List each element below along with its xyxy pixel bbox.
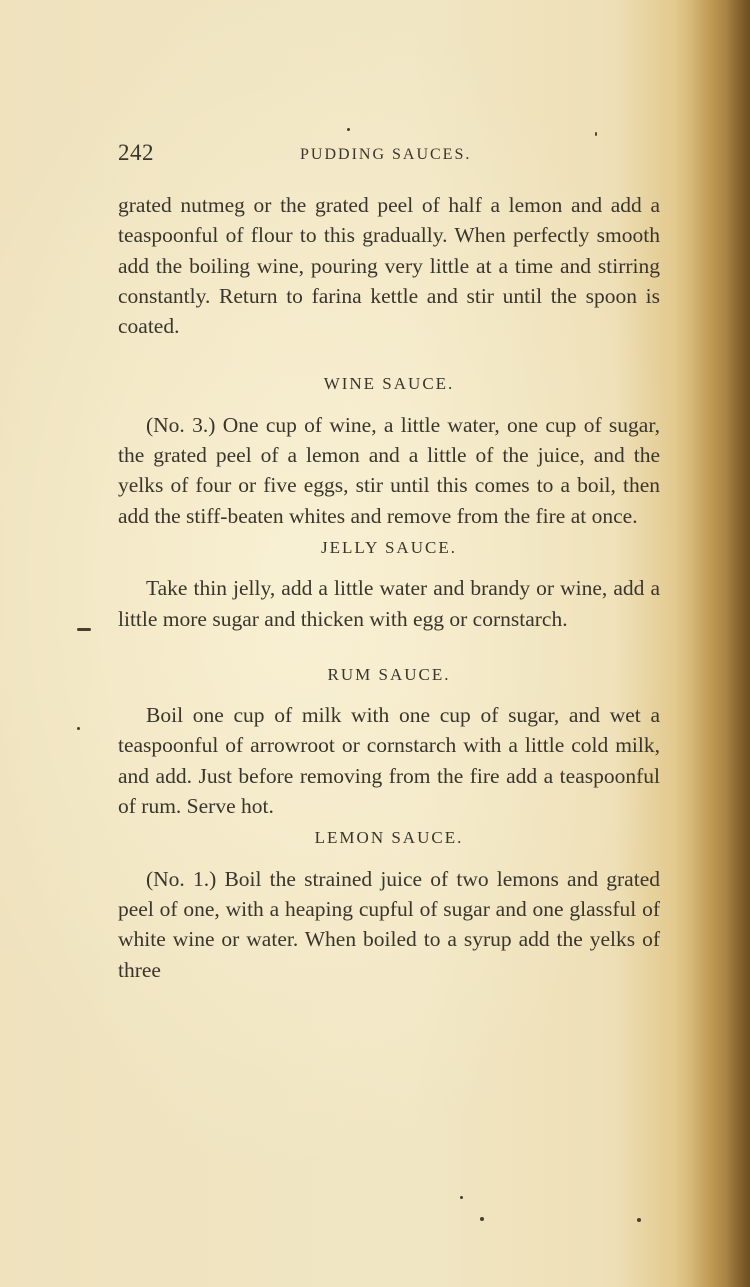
page-body — [118, 190, 660, 985]
rum-sauce-paragraph: Boil one cup of milk with one cup of sugar, and wet a teaspoonful of arrowroot or cornstarch with a little cold milk, and add. Just before removing from the fire add a teaspoonful of rum. Serve hot. — [118, 703, 660, 819]
running-head: PUDDING SAUCES. — [300, 146, 472, 163]
rum-sauce-heading: RUM SAUCE. — [327, 664, 451, 684]
wine-sauce-paragraph: (No. 3.) One cup of wine, a little water, one cup of sugar, the grated peel of a lemon and a little of the juice, and the yelks of four or five eggs, stir until this comes to a boil, then add the stiff-beaten whites and remove from the fire at once. — [118, 412, 660, 528]
lemon-sauce-paragraph: (No. 1.) Boil the strained juice of two lemons and grated peel of one, with a heaping cupful of sugar and one glassful of white wine or water. When boiled to a syrup add the yelks of three — [118, 866, 660, 982]
page-edge-shadow — [690, 0, 750, 1287]
ink-speck — [460, 1196, 463, 1199]
continuation-paragraph: grated nutmeg or the grated peel of half a lemon and add a teaspoonful of flour to this gradually. When perfectly smooth add the boiling wine, pouring very little at a time and stirring constantly. Return to farina kettle and stir until the spoon is coated. — [118, 193, 660, 339]
ink-speck — [637, 1218, 641, 1222]
jelly-sauce-paragraph: Take thin jelly, add a little water and brandy or wine, add a little more sugar and thicken with egg or cornstarch. — [118, 576, 660, 631]
page-number: 242 — [118, 140, 154, 165]
ink-speck — [347, 128, 350, 131]
lemon-sauce-heading: LEMON SAUCE. — [314, 828, 464, 848]
ink-speck — [595, 132, 597, 136]
wine-sauce-heading: WINE SAUCE. — [323, 374, 455, 394]
ink-speck — [77, 628, 91, 631]
jelly-sauce-heading: JELLY SAUCE. — [321, 537, 457, 557]
ink-speck — [77, 727, 80, 730]
ink-speck — [480, 1217, 484, 1221]
page-header — [118, 140, 658, 174]
